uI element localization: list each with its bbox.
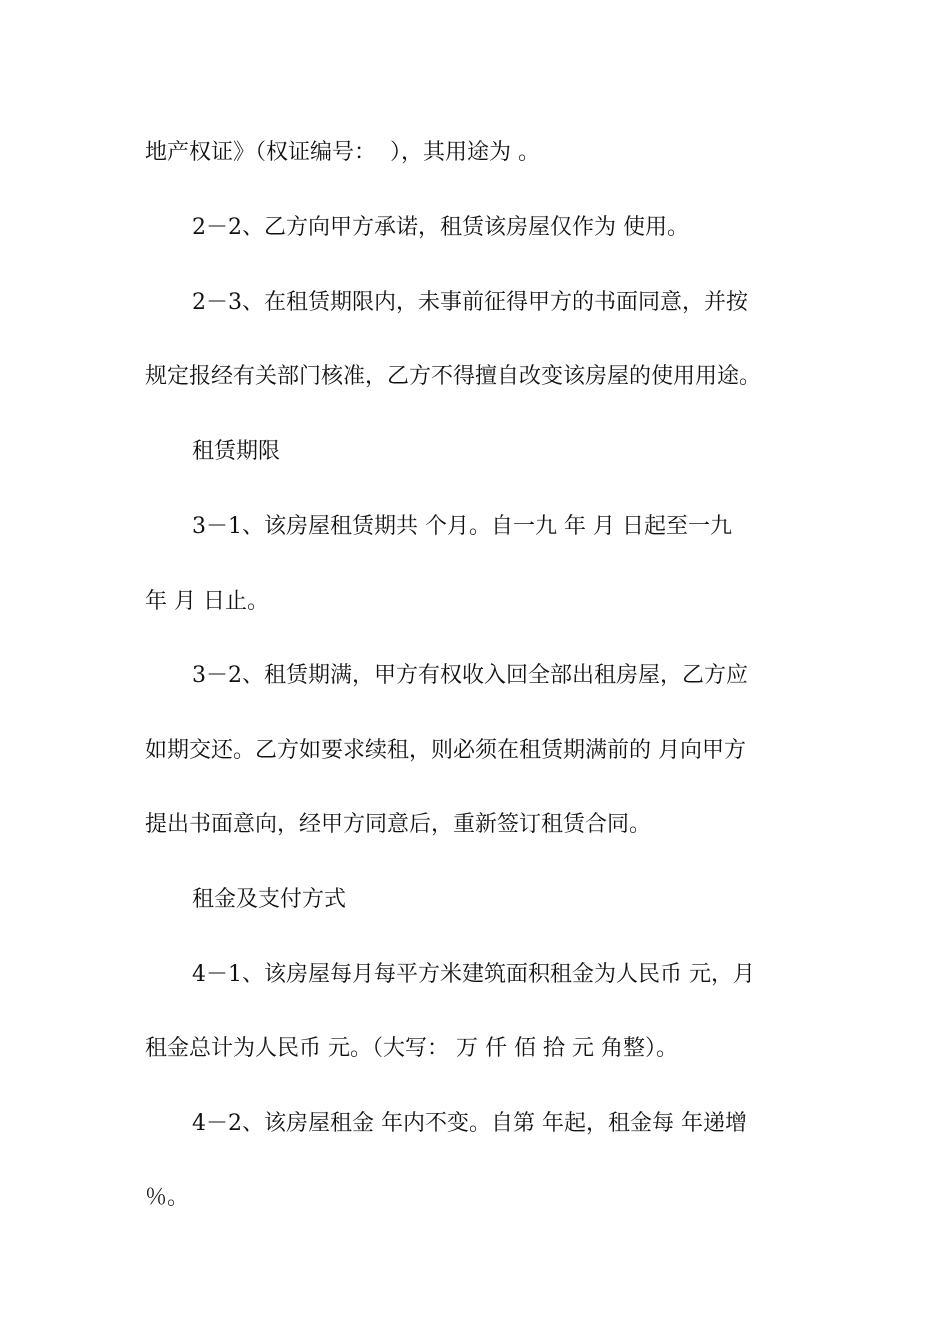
text-line-4: 规定报经有关部门核准，乙方不得擅自改变该房屋的使用用途。	[145, 364, 762, 389]
section-heading-lease-term: 租赁期限	[192, 439, 281, 464]
clause-4-2: 4－2、该房屋租金 年内不变。自第 年起，租金每 年递增	[192, 1111, 747, 1136]
clause-2-3: 2－3、在租赁期限内，未事前征得甲方的书面同意，并按	[192, 290, 748, 315]
text-line-15: ％。	[145, 1185, 190, 1210]
clause-3-2: 3－2、租赁期满，甲方有权收入回全部出租房屋，乙方应	[192, 663, 748, 688]
text-line-1: 地产权证》（权证编号： ），其用途为 。	[145, 140, 540, 165]
text-line-13: 租金总计为人民币 元。（大写： 万 仟 佰 拾 元 角整）。	[145, 1036, 678, 1061]
text-line-9: 如期交还。乙方如要求续租，则必须在租赁期满前的 月向甲方	[145, 738, 746, 763]
text-line-7: 年 月 日止。	[145, 589, 269, 614]
section-heading-rent-payment: 租金及支付方式	[192, 887, 347, 912]
clause-3-1: 3－1、该房屋租赁期共 个月。自一九 年 月 日起至一九	[192, 514, 732, 539]
clause-2-2: 2－2、乙方向甲方承诺，租赁该房屋仅作为 使用。	[192, 215, 689, 240]
clause-4-1: 4－1、该房屋每月每平方米建筑面积租金为人民币 元，月	[192, 962, 755, 987]
text-line-10: 提出书面意向，经甲方同意后，重新签订租赁合同。	[145, 812, 652, 837]
